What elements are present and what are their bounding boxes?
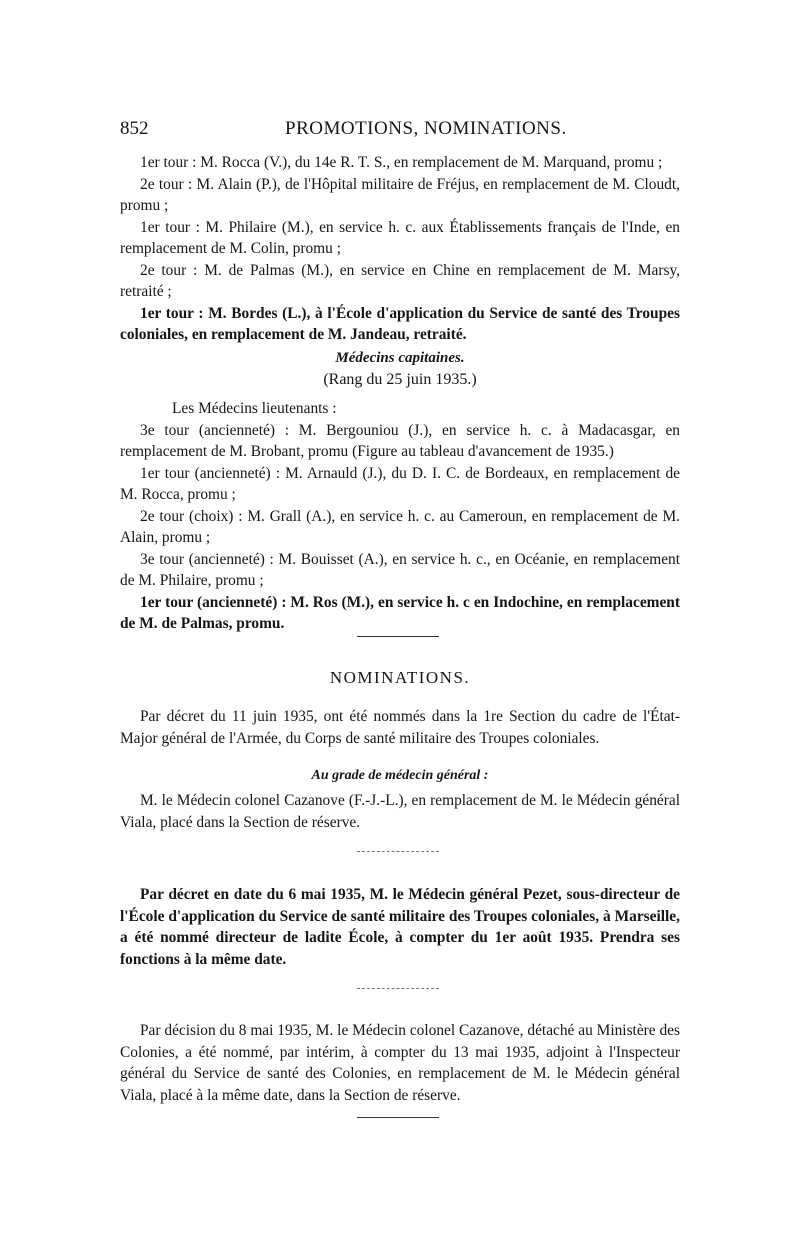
promotions-list bbox=[120, 152, 680, 346]
capitaines-heading: Médecins capitaines. bbox=[335, 350, 465, 366]
decret-1-text: Par décret du 11 juin 1935, ont été nommés dans la 1re Section du cadre de l'État-Major général de l'Armée, du Corps de santé militaire des Troupes coloniales. bbox=[120, 708, 680, 747]
divider bbox=[357, 851, 439, 852]
promotion-item: 2e tour : M. Alain (P.), de l'Hôpital militaire de Fréjus, en remplacement de M. Cloudt, promu ; bbox=[120, 175, 680, 214]
capitaines-list bbox=[120, 398, 680, 635]
decret-2-text: Par décret en date du 6 mai 1935, M. le Médecin général Pezet, sous-directeur de l'École d'application du Service de santé militaire des Troupes coloniales, à Marseille, a été nommé directeur de ladite École, à compter du 1er août 1935. Prendra ses fonctions à la même date. bbox=[120, 886, 680, 968]
promotion-item: 2e tour : M. de Palmas (M.), en service en Chine en remplacement de M. Marsy, retraité ; bbox=[120, 261, 680, 300]
nominations-title: NOMINATIONS. bbox=[329, 668, 471, 687]
promotion-item: 1er tour : M. Bordes (L.), à l'École d'application du Service de santé des Troupes coloniales, en remplacement de M. Jandeau, retraité. bbox=[120, 304, 680, 343]
divider bbox=[357, 988, 439, 989]
decision-text: Par décision du 8 mai 1935, M. le Médecin colonel Cazanove, détaché au Ministère des Colonies, a été nommé, par intérim, à compter du 13 mai 1935, adjoint à l'Inspecteur général du Service de santé des Colonies, en remplacement de M. le Médecin général Viala, placé à la même date, dans la Section de réserve. bbox=[120, 1022, 680, 1104]
decret-1 bbox=[120, 706, 680, 749]
running-title: PROMOTIONS, NOMINATIONS. bbox=[285, 118, 567, 139]
grade-text: M. le Médecin colonel Cazanove (F.-J.-L.), en remplacement de M. le Médecin général Viala, placé dans la Section de réserve. bbox=[120, 792, 680, 831]
decret-2 bbox=[120, 884, 680, 970]
decision bbox=[120, 1020, 680, 1106]
capitaine-item: 3e tour (ancienneté) : M. Bergouniou (J.), en service h. c. à Madacasgar, en remplacement de M. Brobant, promu (Figure au tableau d'avancement de 1935.) bbox=[120, 421, 680, 460]
page-header bbox=[120, 118, 680, 146]
end-rule bbox=[357, 1117, 439, 1118]
capitaine-item: 2e tour (choix) : M. Grall (A.), en service h. c. au Cameroun, en remplacement de M. Alain, promu ; bbox=[120, 507, 680, 546]
capitaine-item: 3e tour (ancienneté) : M. Bouisset (A.), en service h. c., en Océanie, en remplacement de M. Philaire, promu ; bbox=[120, 550, 680, 589]
capitaine-item: 1er tour (ancienneté) : M. Arnauld (J.), du D. I. C. de Bordeaux, en remplacement de M. Rocca, promu ; bbox=[120, 464, 680, 503]
capitaine-item: 1er tour (ancienneté) : M. Ros (M.), en service h. c en Indochine, en remplacement de M. de Palmas, promu. bbox=[120, 593, 680, 632]
promotion-item: 1er tour : M. Philaire (M.), en service h. c. aux Établissements français de l'Inde, en remplacement de M. Colin, promu ; bbox=[120, 218, 680, 257]
section-divider bbox=[357, 636, 439, 637]
capitaines-rang: (Rang du 25 juin 1935.) bbox=[323, 371, 477, 388]
grade-block bbox=[120, 790, 680, 833]
grade-heading: Au grade de médecin général : bbox=[311, 768, 489, 783]
promotion-item: 1er tour : M. Rocca (V.), du 14e R. T. S., en remplacement de M. Marquand, promu ; bbox=[140, 154, 663, 171]
page-number: 852 bbox=[120, 118, 149, 139]
capitaines-intro: Les Médecins lieutenants : bbox=[172, 400, 337, 417]
